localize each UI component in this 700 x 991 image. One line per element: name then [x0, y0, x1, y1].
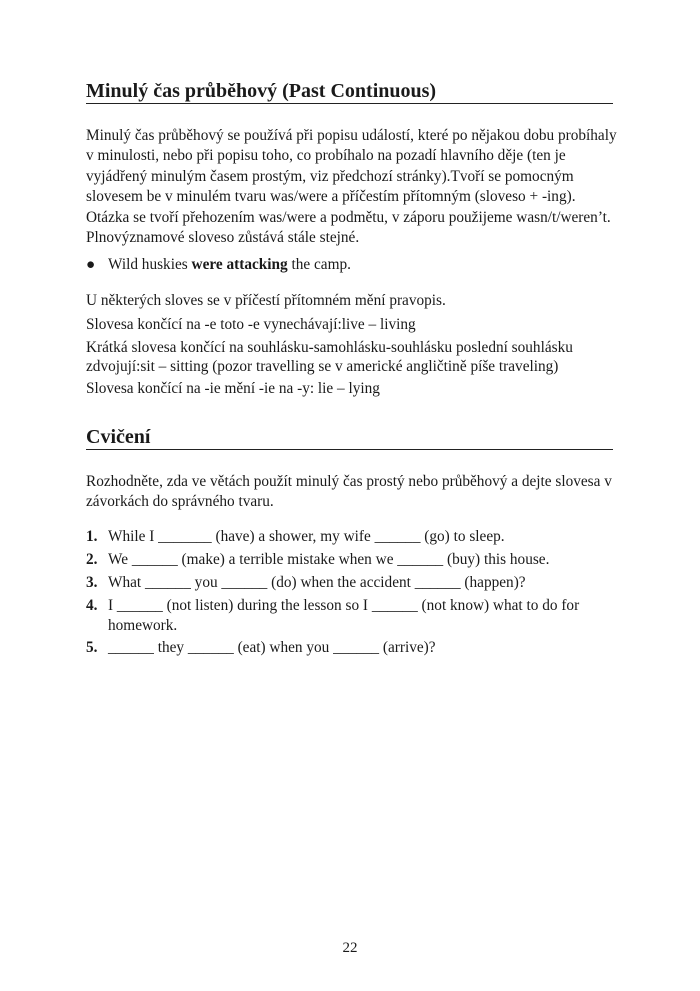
intro-paragraph: Minulý čas průběhový se používá při popisu událostí, které po nějakou dobu probíhaly v minulosti, nebo při popisu toho, co probíhalo na pozadí hlavního děje (ten je vyjádřený minulým časem prostým, viz předchozí stránky).Tvoří se pomocným slovesem be v minulém tvaru was/were a příčestím přítomným (sloveso + -ing). Otázka se tvoří přehozením was/were a podmětu, v záporu použijeme wasn/t/weren’t. Plnovýznamové sloveso zůstává stále stejné. — [86, 127, 617, 247]
exercise-item: We ______ (make) a terrible mistake when we ______ (buy) this house. — [108, 551, 550, 568]
spelling-note: Krátká slovesa končící na souhlásku-samohlásku-souhlásku poslední souhlásku — [86, 339, 573, 356]
exercise-number: 5. — [86, 639, 98, 656]
example-text-after: the camp. — [287, 256, 351, 273]
exercise-number: 4. — [86, 597, 98, 614]
exercise-item: I ______ (not listen) during the lesson so I ______ (not know) what to do for homework. — [108, 597, 580, 634]
example-highlight: were attacking — [191, 256, 288, 273]
spelling-note: Slovesa končící na -e toto -e vynechávají:live – living — [86, 316, 416, 333]
spelling-note: Slovesa končící na -ie mění -ie na -y: lie – lying — [86, 380, 380, 397]
exercise-item: ______ they ______ (eat) when you ______ (arrive)? — [108, 639, 436, 656]
section-heading-past-continuous: Minulý čas průběhový (Past Continuous) — [86, 80, 613, 104]
spelling-note: U některých sloves se v příčestí přítomném mění pravopis. — [86, 292, 446, 309]
section-heading-exercises: Cvičení — [86, 426, 613, 450]
exercise-number: 3. — [86, 574, 98, 591]
exercise-number: 2. — [86, 551, 98, 568]
exercise-instructions: Rozhodněte, zda ve větách použít minulý čas prostý nebo průběhový a dejte slovesa v závorkách do správného tvaru. — [86, 473, 612, 511]
bullet-icon: ● — [86, 256, 96, 273]
spelling-note: zdvojují:sit – sitting (pozor travelling se v americké angličtině píše traveling) — [86, 358, 559, 375]
exercise-item: What ______ you ______ (do) when the accident ______ (happen)? — [108, 574, 526, 591]
example-text-before: Wild huskies — [108, 256, 192, 273]
exercise-number: 1. — [86, 528, 98, 545]
exercise-item: While I _______ (have) a shower, my wife ______ (go) to sleep. — [108, 528, 505, 545]
page-number: 22 — [342, 940, 358, 956]
example-sentence — [108, 255, 351, 275]
